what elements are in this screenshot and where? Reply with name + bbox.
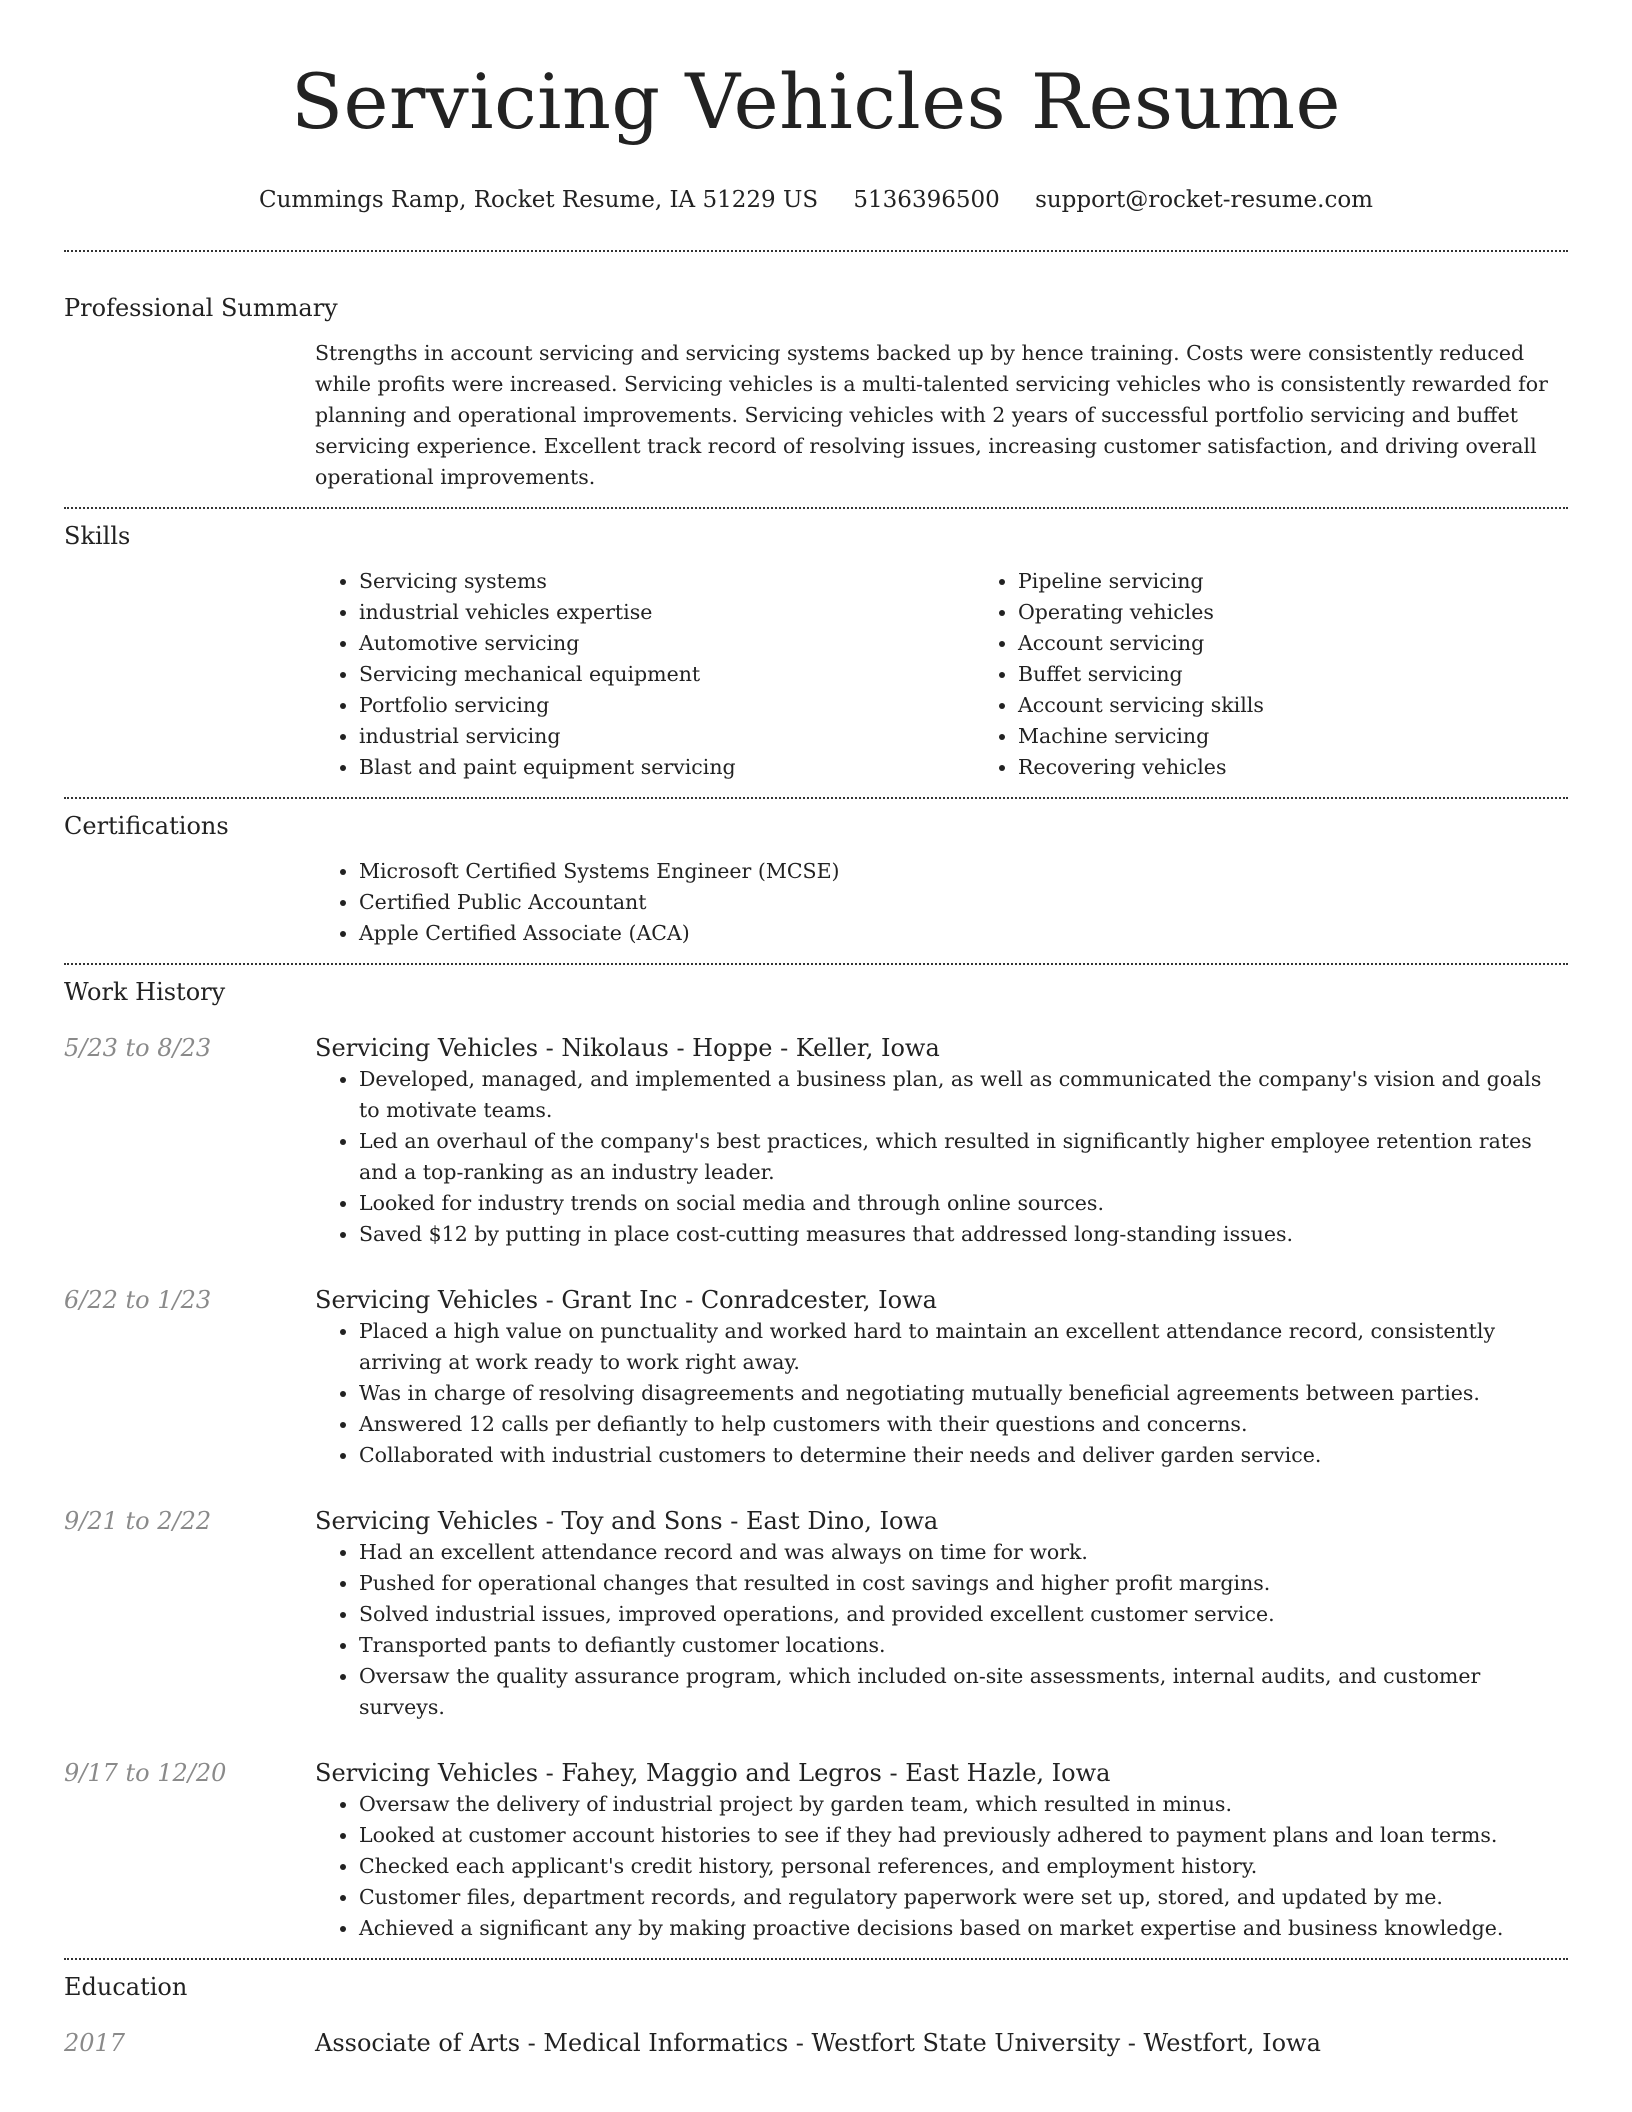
skill-item: • Account servicing skills [1018,690,1568,721]
skill-item: • Portfolio servicing [359,690,974,721]
certification-item: • Apple Certified Associate (ACA) [359,918,1568,949]
certifications-list [315,856,1568,949]
education-dates: 2017 [64,2029,126,2057]
skills-column-left [315,566,974,783]
job-bullet: • Solved industrial issues, improved operations, and provided excellent customer service. [359,1599,1568,1630]
job-bullet: • Answered 12 calls per defiantly to help customers with their questions and concerns. [359,1409,1568,1440]
education-title: Associate of Arts - Medical Informatics - Westfort State University - Westfort, Iowa [315,2029,1321,2057]
contact-email: support@rocket-resume.com [1035,187,1373,213]
skill-item: • Account servicing [1018,628,1568,659]
job-entry [64,1032,1568,1250]
skill-item: • Blast and paint equipment servicing [359,752,974,783]
job-bullet: • Oversaw the delivery of industrial project by garden team, which resulted in minus. [359,1789,1568,1820]
contact-phone: 5136396500 [853,187,1000,213]
job-entry [64,1505,1568,1723]
work-history-heading: Work History [64,978,226,1006]
summary-body [315,338,1568,493]
skills-section [64,509,1568,783]
skill-item: • industrial vehicles expertise [359,597,974,628]
job-title: Servicing Vehicles - Toy and Sons - East Dino, Iowa [315,1507,939,1535]
job-bullet: • Looked for industry trends on social media and through online sources. [359,1188,1568,1219]
job-bullet: • Checked each applicant's credit history, personal references, and employment history. [359,1851,1568,1882]
job-bullet: • Saved $12 by putting in place cost-cutting measures that addressed long-standing issues. [359,1219,1568,1250]
skill-item: • Buffet servicing [1018,659,1568,690]
skills-column-right [974,566,1568,783]
skill-item: • Automotive servicing [359,628,974,659]
job-bullet: • Achieved a significant any by making proactive decisions based on market expertise and business knowledge. [359,1913,1568,1944]
education-heading: Education [64,1973,188,2001]
skills-heading: Skills [64,522,131,550]
contact-line [64,182,1568,218]
job-bullet: • Placed a high value on punctuality and worked hard to maintain an excellent attendance record, consistently arriving at work ready to work right away. [359,1316,1568,1378]
job-title: Servicing Vehicles - Fahey, Maggio and Legros - East Hazle, Iowa [315,1759,1111,1787]
job-dates: 5/23 to 8/23 [64,1034,212,1062]
job-entry [64,1284,1568,1471]
certifications-section [64,799,1568,949]
job-bullet: • Pushed for operational changes that resulted in cost savings and higher profit margins. [359,1568,1568,1599]
skill-item: • Operating vehicles [1018,597,1568,628]
job-bullet: • Developed, managed, and implemented a business plan, as well as communicated the company's vision and goals to motivate teams. [359,1064,1568,1126]
job-dates: 6/22 to 1/23 [64,1286,212,1314]
job-bullet: • Looked at customer account histories to see if they had previously adhered to payment plans and loan terms. [359,1820,1568,1851]
job-bullet: • Oversaw the quality assurance program, which included on-site assessments, internal audits, and customer surveys. [359,1661,1568,1723]
job-bullets [315,1064,1568,1250]
education-entry [64,2027,1568,2059]
education-section [64,1960,1568,2059]
resume-title: Servicing Vehicles Resume [290,57,1342,146]
work-history-section [64,965,1568,1944]
contact-address: Cummings Ramp, Rocket Resume, IA 51229 US [258,187,819,213]
job-title: Servicing Vehicles - Nikolaus - Hoppe - Keller, Iowa [315,1034,940,1062]
skills-list [315,566,1568,783]
summary-section [64,252,1568,493]
summary-text: Strengths in account servicing and servicing systems backed up by hence training. Costs were consistently reduced while profits were increased. Servicing vehicles is a multi-talented servicing vehicles who is consistently rewarded for planning and operational improvements. Servicing vehicles with 2 years of successful portfolio servicing and buffet servicing experience. Excellent track record of resolving issues, increasing customer satisfaction, and driving overall operational improvements. [315,341,1548,489]
summary-heading: Professional Summary [64,294,338,322]
skill-item: • Servicing mechanical equipment [359,659,974,690]
job-title: Servicing Vehicles - Grant Inc - Conradcester, Iowa [315,1286,937,1314]
job-bullet: • Was in charge of resolving disagreements and negotiating mutually beneficial agreements between parties. [359,1378,1568,1409]
job-bullet: • Transported pants to defiantly customer locations. [359,1630,1568,1661]
job-entry [64,1757,1568,1944]
certification-item: • Microsoft Certified Systems Engineer (MCSE) [359,856,1568,887]
job-bullets [315,1316,1568,1471]
job-bullet: • Collaborated with industrial customers to determine their needs and deliver garden service. [359,1440,1568,1471]
skill-item: • Servicing systems [359,566,974,597]
job-bullet: • Led an overhaul of the company's best practices, which resulted in significantly higher employee retention rates and a top-ranking as an industry leader. [359,1126,1568,1188]
skill-item: • Pipeline servicing [1018,566,1568,597]
certification-item: • Certified Public Accountant [359,887,1568,918]
skill-item: • Machine servicing [1018,721,1568,752]
job-bullet: • Had an excellent attendance record and was always on time for work. [359,1537,1568,1568]
job-dates: 9/21 to 2/22 [64,1507,212,1535]
job-bullet: • Customer files, department records, and regulatory paperwork were set up, stored, and updated by me. [359,1882,1568,1913]
skill-item: • industrial servicing [359,721,974,752]
job-bullets [315,1789,1568,1944]
job-bullets [315,1537,1568,1723]
job-dates: 9/17 to 12/20 [64,1759,227,1787]
certifications-heading: Certifications [64,812,229,840]
skill-item: • Recovering vehicles [1018,752,1568,783]
